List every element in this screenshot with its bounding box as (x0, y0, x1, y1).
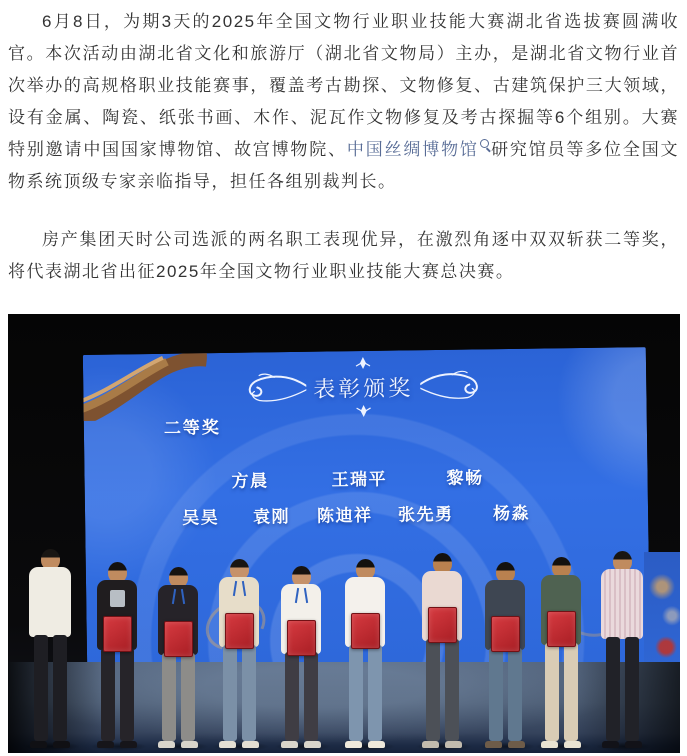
person-figure (479, 562, 531, 748)
person-shoes (158, 741, 198, 748)
people-layer (8, 314, 680, 753)
person-figure (152, 567, 204, 748)
awardee-name: 杨淼 (492, 503, 531, 524)
awardee-name: 吴昊 (181, 508, 220, 528)
ceremony-photo[interactable] (8, 314, 680, 753)
person-shoes (345, 741, 385, 748)
person-shoes (97, 741, 137, 748)
certificate (491, 616, 520, 652)
person-figure (535, 557, 587, 748)
person-shoes (30, 741, 70, 748)
person-legs (285, 652, 318, 741)
person-torso (601, 569, 643, 639)
person-figure (596, 551, 648, 748)
certificate (103, 616, 132, 652)
awardee-name: 张先勇 (397, 504, 454, 525)
person-figure (416, 553, 468, 748)
paragraph-1-text-after: 研究馆员等多位全国文物系统顶级专家亲临指导，担任各组别裁判长。 (8, 140, 680, 191)
paragraph-1-text-before: 6月8日，为期3天的2025年全国文物行业职业技能大赛湖北省选拔赛圆满收官。本次活动由湖北省文化和旅游厅（湖北省文物局）主办，是湖北省文物行业首次举办的高规格职业技能赛事，覆盖考古勘探、文物修复、古建筑保护三大领域，设有金属、陶瓷、纸张书画、木作、泥瓦作文物修复及考古探掘等6个组别。大赛特别邀请中国国家博物馆、故宫博物院、 (8, 12, 679, 159)
person-shoes (485, 741, 525, 748)
person-shoes (422, 741, 462, 748)
person-shoes (602, 741, 642, 748)
awardee-name: 方晨 (231, 471, 269, 491)
awardee-name: 王瑞平 (331, 469, 388, 490)
awardee-name: 袁刚 (252, 507, 291, 527)
person-legs (34, 635, 67, 741)
person-legs (349, 645, 382, 741)
person-legs (426, 639, 459, 741)
person-figure (275, 566, 327, 748)
person-legs (223, 645, 256, 741)
person-torso (29, 567, 71, 637)
paragraph-2: 房产集团天时公司选派的两名职工表现优异，在激烈角逐中双双斩获二等奖，将代表湖北省出征2025年全国文物行业职业技能大赛总决赛。 (8, 230, 679, 281)
awardee-name: 黎畅 (446, 468, 484, 488)
certificate (225, 613, 254, 649)
person-shoes (281, 741, 321, 748)
certificate (164, 621, 193, 657)
person-figure (24, 549, 76, 748)
person-legs (545, 643, 578, 741)
person-figure (339, 559, 391, 748)
person-legs (489, 648, 522, 741)
lanyard (233, 581, 246, 596)
award-tier-label: 二等奖 (163, 418, 221, 438)
person-figure (213, 559, 265, 748)
person-legs (101, 648, 134, 741)
certificate (351, 613, 380, 649)
person-shoes (219, 741, 259, 748)
lanyard (295, 588, 308, 603)
museum-link-text: 中国丝绸博物馆 (346, 140, 479, 159)
museum-link[interactable] (347, 140, 491, 159)
certificate (547, 611, 576, 647)
person-legs (162, 653, 195, 741)
paragraph-1 (8, 6, 679, 198)
lanyard (172, 589, 185, 604)
tshirt-print (110, 590, 125, 607)
certificate (428, 607, 457, 643)
person-legs (606, 637, 639, 741)
person-figure (91, 562, 143, 748)
awardee-name: 陈迪祥 (316, 505, 373, 526)
certificate (287, 620, 316, 656)
person-shoes (541, 741, 581, 748)
screen-title: 表彰颁奖 (313, 375, 414, 403)
search-icon (480, 139, 489, 148)
article-body (0, 0, 687, 288)
